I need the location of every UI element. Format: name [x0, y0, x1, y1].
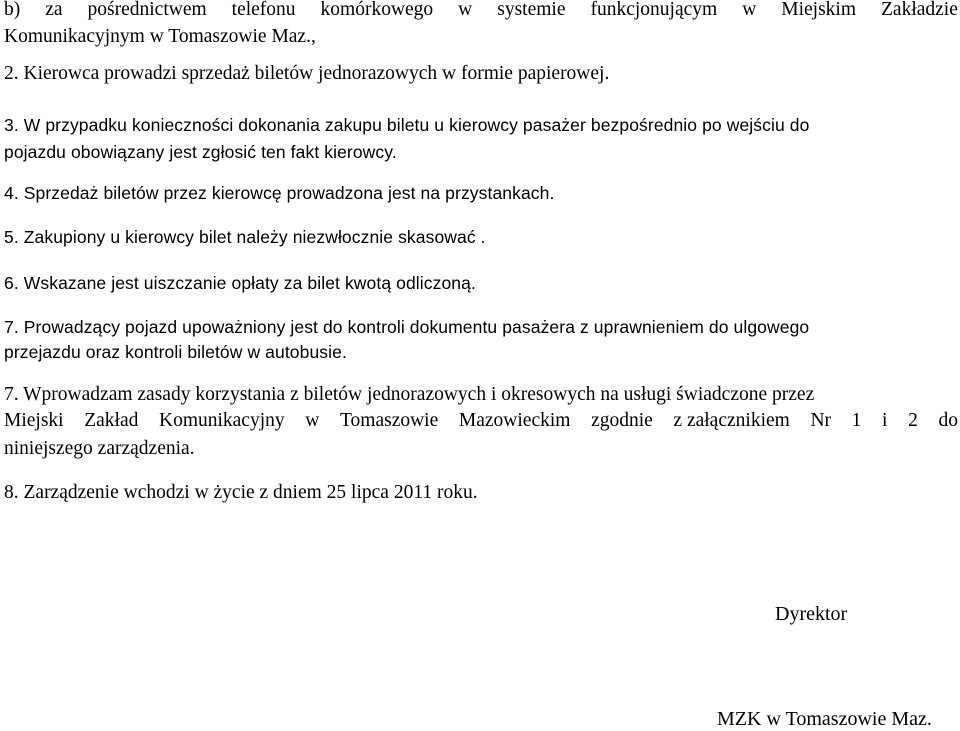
- word: za: [45, 0, 63, 20]
- word: b): [4, 0, 21, 20]
- word: Nr: [810, 410, 832, 431]
- word: 2: [908, 410, 918, 431]
- word: 1: [851, 410, 862, 431]
- word: Miejskim: [781, 0, 857, 20]
- para-7-line-3: niniejszego zarządzenia.: [4, 438, 195, 459]
- item-7a-line-2: przejazdu oraz kontroli biletów w autobusie.: [4, 342, 347, 362]
- word: telefonu: [231, 0, 296, 20]
- signature-organization: MZK w Tomaszowie Maz.: [717, 708, 932, 730]
- item-2: 2. Kierowca prowadzi sprzedaż biletów jednorazowych w formie papierowej.: [4, 63, 610, 84]
- para-8: 8. Zarządzenie wchodzi w życie z dniem 25 lipca 2011 roku.: [4, 482, 478, 503]
- word: funkcjonującym: [590, 0, 718, 20]
- word: w: [742, 0, 757, 20]
- line-b-2: Komunikacyjnym w Tomaszowie Maz.,: [4, 26, 316, 47]
- item-4: 4. Sprzedaż biletów przez kierowcę prowadzona jest na przystankach.: [4, 183, 555, 203]
- word: Tomaszowie: [339, 410, 439, 431]
- word: zgodnie: [591, 410, 653, 431]
- word: w: [458, 0, 473, 20]
- word: komórkowego: [320, 0, 434, 20]
- item-5: 5. Zakupiony u kierowcy bilet należy niezwłocznie skasować .: [4, 227, 486, 247]
- word: systemie: [497, 0, 566, 20]
- item-3-line-2: pojazdu obowiązany jest zgłosić ten fakt kierowcy.: [4, 142, 397, 162]
- word: w: [305, 410, 320, 431]
- word: Mazowieckim: [458, 410, 571, 431]
- para-7-line-2: [4, 409, 958, 433]
- word: i: [882, 410, 888, 431]
- word: Zakład: [84, 410, 139, 431]
- word: do: [938, 410, 958, 431]
- line-b-1: [4, 0, 958, 22]
- para-7-line-1: 7. Wprowadzam zasady korzystania z biletów jednorazowych i okresowych na usługi świadczone przez: [4, 384, 815, 405]
- word: Komunikacyjny: [158, 410, 285, 431]
- item-7a-line-1: 7. Prowadzący pojazd upoważniony jest do kontroli dokumentu pasażera z uprawnieniem do ulgowego: [4, 317, 810, 337]
- item-3-line-1: 3. W przypadku konieczności dokonania zakupu biletu u kierowcy pasażer bezpośrednio po wejściu do: [4, 115, 810, 135]
- word: Miejski: [4, 410, 64, 431]
- word: Zakładzie: [881, 0, 958, 20]
- item-6: 6. Wskazane jest uiszczanie opłaty za bilet kwotą odliczoną.: [4, 273, 476, 293]
- word: pośrednictwem: [87, 0, 207, 20]
- signature-title: Dyrektor: [775, 603, 848, 625]
- word: z załącznikiem: [673, 410, 790, 431]
